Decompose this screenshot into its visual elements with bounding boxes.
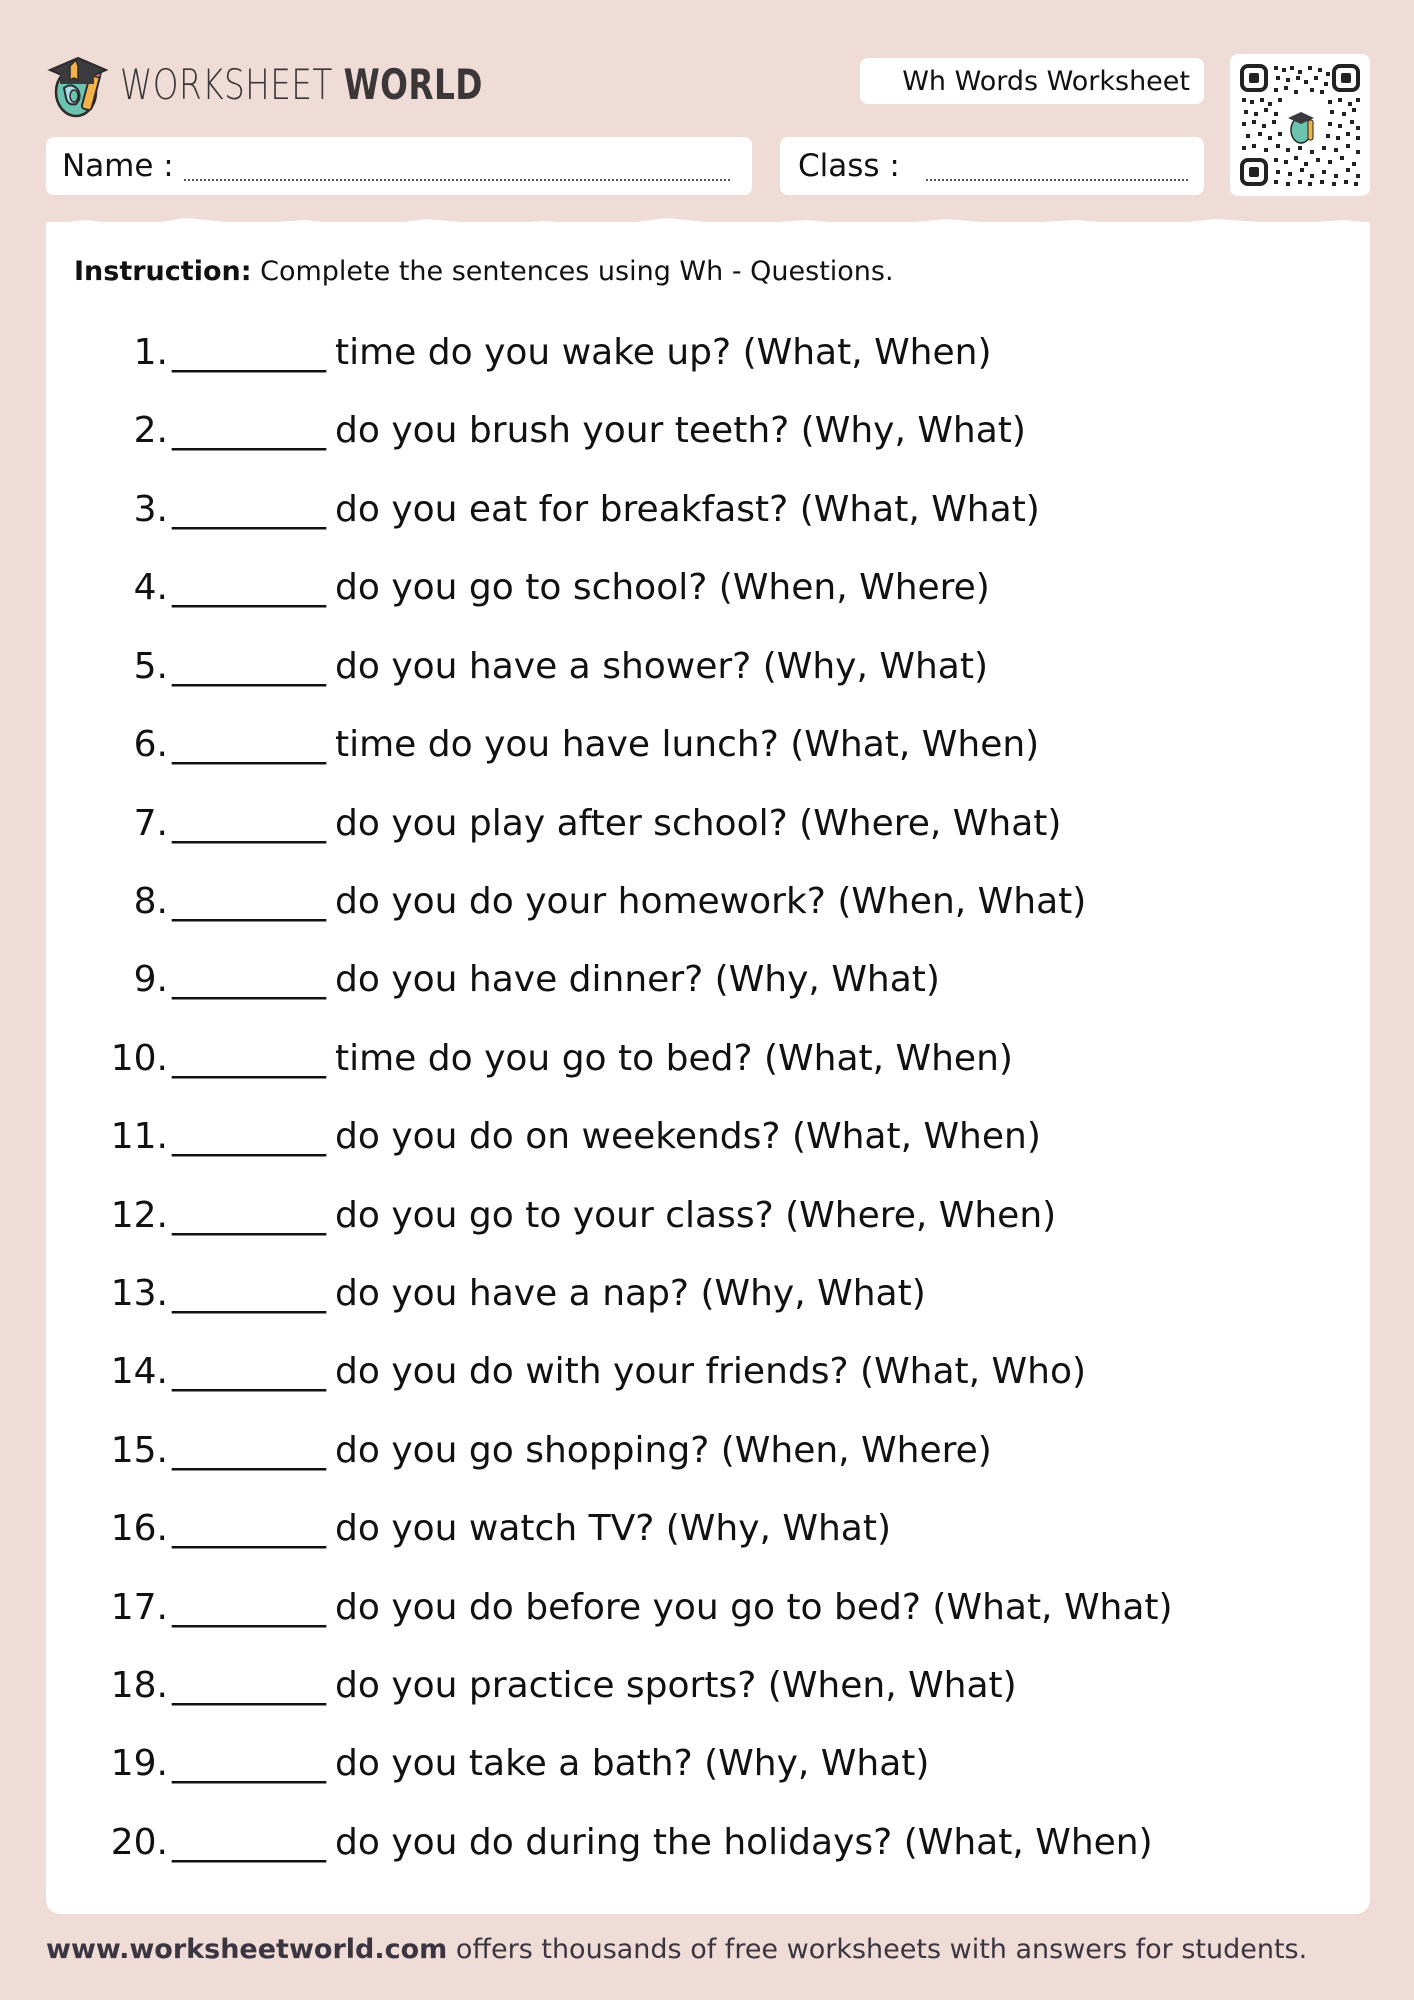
name-label: Name :: [62, 148, 174, 184]
name-field[interactable]: [46, 137, 752, 195]
question-text: do you brush your teeth? (Why, What): [335, 410, 1026, 451]
name-input-line[interactable]: [184, 179, 730, 181]
question-number: 20.: [110, 1822, 168, 1863]
question-text: do you have a shower? (Why, What): [335, 646, 989, 687]
question-number: 19.: [110, 1743, 168, 1784]
answer-blank[interactable]: _________: [172, 1587, 325, 1628]
question-number: 9.: [133, 959, 168, 1000]
question-item: [0, 1430, 992, 1490]
question-text: time do you go to bed? (What, When): [335, 1038, 1013, 1079]
question-text: time do you wake up? (What, When): [335, 332, 992, 373]
qr-code: [1230, 54, 1370, 196]
question-text: time do you have lunch? (What, When): [335, 724, 1040, 765]
question-text: do you practice sports? (When, What): [335, 1665, 1017, 1706]
question-item: [0, 724, 1039, 784]
question-item: [0, 410, 1026, 470]
question-number: 12.: [110, 1195, 168, 1236]
answer-blank[interactable]: _________: [172, 646, 325, 687]
question-number: 17.: [110, 1587, 168, 1628]
question-item: [0, 959, 940, 1019]
question-number: 11.: [110, 1116, 168, 1157]
question-number: 1.: [133, 332, 168, 373]
question-item: [0, 1665, 1017, 1725]
question-item: [0, 332, 992, 392]
question-number: 8.: [133, 881, 168, 922]
answer-blank[interactable]: _________: [172, 1430, 325, 1471]
question-item: [0, 1273, 926, 1333]
brand-logo: [46, 48, 585, 120]
answer-blank[interactable]: _________: [172, 1743, 325, 1784]
answer-blank[interactable]: _________: [172, 332, 325, 373]
question-number: 16.: [110, 1508, 168, 1549]
question-number: 13.: [110, 1273, 168, 1314]
question-text: do you go shopping? (When, Where): [335, 1430, 992, 1471]
graduation-globe-icon: [46, 48, 112, 120]
question-item: [0, 567, 990, 627]
question-text: do you play after school? (Where, What): [335, 803, 1062, 844]
question-number: 6.: [133, 724, 168, 765]
question-number: 18.: [110, 1665, 168, 1706]
answer-blank[interactable]: _________: [172, 881, 325, 922]
answer-blank[interactable]: _________: [172, 959, 325, 1000]
question-item: [0, 1743, 929, 1803]
question-item: [0, 646, 988, 706]
question-text: do you eat for breakfast? (What, What): [335, 489, 1040, 530]
answer-blank[interactable]: _________: [172, 1822, 325, 1863]
question-item: [0, 803, 1061, 863]
question-text: do you do during the holidays? (What, When): [335, 1822, 1153, 1863]
question-text: do you do your homework? (When, What): [335, 881, 1087, 922]
footer-text: offers thousands of free worksheets with answers for students.: [447, 1934, 1308, 1965]
answer-blank[interactable]: _________: [172, 803, 325, 844]
qr-code-icon: [1238, 62, 1362, 188]
class-field[interactable]: [780, 137, 1204, 195]
question-number: 5.: [133, 646, 168, 687]
answer-blank[interactable]: _________: [172, 489, 325, 530]
footer-site-link[interactable]: www.worksheetworld.com: [46, 1934, 448, 1965]
question-text: do you go to school? (When, Where): [335, 567, 990, 608]
answer-blank[interactable]: _________: [172, 567, 325, 608]
class-label: Class :: [798, 148, 900, 184]
question-item: [0, 1508, 891, 1568]
question-item: [0, 1351, 1086, 1411]
footer: [46, 1934, 1307, 1965]
question-text: do you go to your class? (Where, When): [335, 1195, 1057, 1236]
question-text: do you do with your friends? (What, Who): [335, 1351, 1087, 1392]
question-text: do you take a bath? (Why, What): [335, 1743, 930, 1784]
answer-blank[interactable]: _________: [172, 1038, 325, 1079]
answer-blank[interactable]: _________: [172, 1508, 325, 1549]
question-number: 7.: [133, 803, 168, 844]
answer-blank[interactable]: _________: [172, 1351, 325, 1392]
question-text: do you have a nap? (Why, What): [335, 1273, 926, 1314]
answer-blank[interactable]: _________: [172, 1665, 325, 1706]
question-text: do you do before you go to bed? (What, What): [335, 1587, 1173, 1628]
answer-blank[interactable]: _________: [172, 410, 325, 451]
question-number: 4.: [133, 567, 168, 608]
question-item: [0, 1116, 1041, 1176]
question-number: 14.: [110, 1351, 168, 1392]
class-input-line[interactable]: [926, 179, 1188, 181]
question-item: [0, 489, 1040, 549]
question-item: [0, 1038, 1013, 1098]
instruction: [74, 256, 894, 287]
answer-blank[interactable]: _________: [172, 724, 325, 765]
brand-name-light: WORKSHEET: [120, 59, 344, 109]
answer-blank[interactable]: _________: [172, 1116, 325, 1157]
question-number: 2.: [133, 410, 168, 451]
answer-blank[interactable]: _________: [172, 1195, 325, 1236]
brand-name: [120, 60, 483, 109]
question-text: do you have dinner? (Why, What): [335, 959, 940, 1000]
answer-blank[interactable]: _________: [172, 1273, 325, 1314]
question-item: [0, 1195, 1056, 1255]
question-item: [0, 1822, 1153, 1882]
question-item: [0, 1587, 1173, 1647]
brand-name-bold: WORLD: [343, 59, 483, 109]
question-number: 15.: [110, 1430, 168, 1471]
question-number: 3.: [133, 489, 168, 530]
question-text: do you do on weekends? (What, When): [335, 1116, 1041, 1157]
question-text: do you watch TV? (Why, What): [335, 1508, 892, 1549]
instruction-label: Instruction:: [74, 256, 252, 287]
instruction-text: Complete the sentences using Wh - Questions.: [251, 256, 894, 287]
question-item: [0, 881, 1086, 941]
worksheet-title: Wh Words Worksheet: [860, 58, 1204, 104]
question-number: 10.: [110, 1038, 168, 1079]
